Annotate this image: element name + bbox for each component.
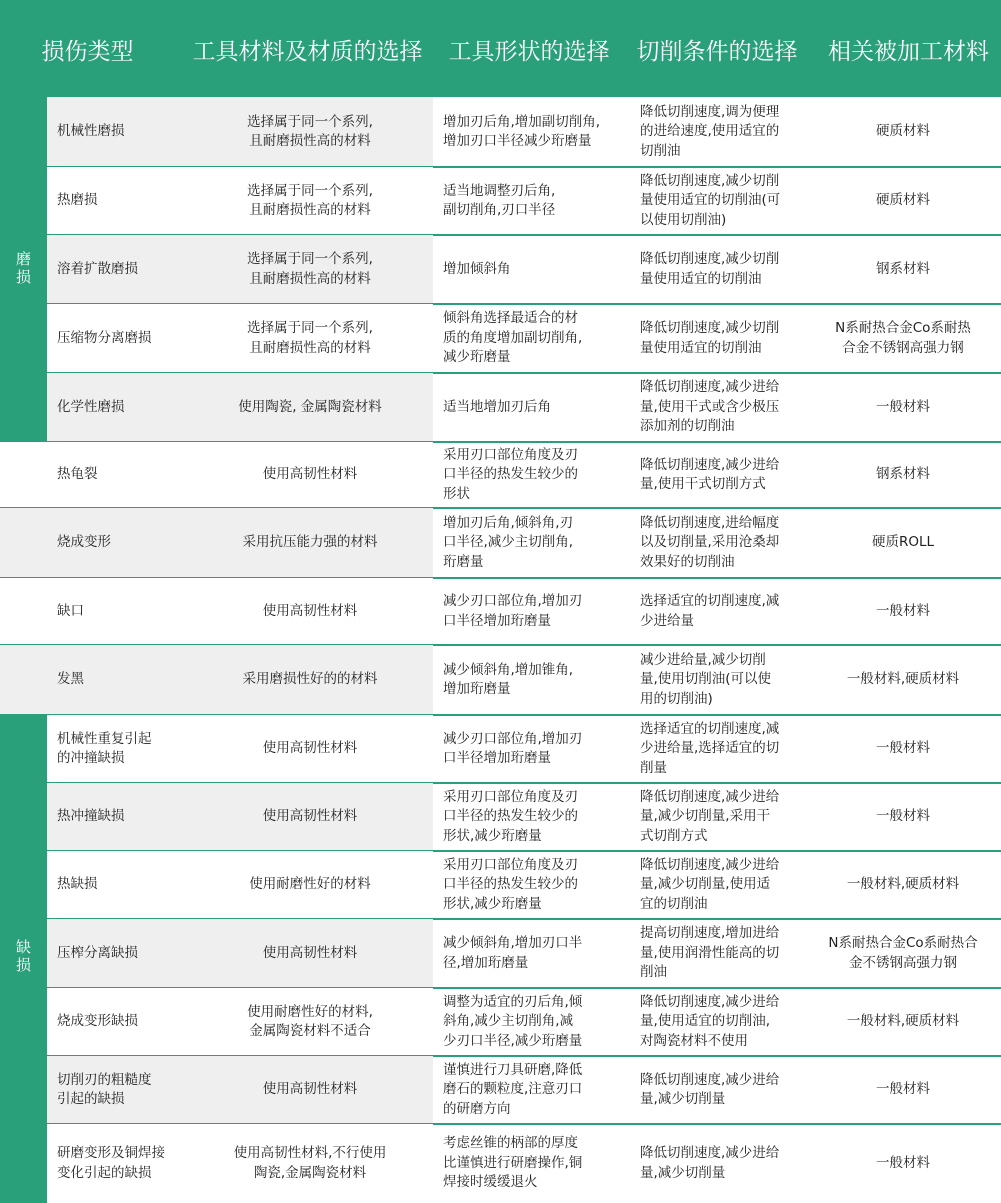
tool-shape-cell — [443, 373, 623, 442]
table-row — [0, 373, 1001, 442]
table-row — [0, 988, 1001, 1056]
cutting-condition-cell — [640, 304, 800, 373]
cutting-condition-cell — [640, 235, 800, 304]
workpiece-material-cell-text: 硬质材料 — [876, 123, 930, 140]
table-row — [0, 715, 1001, 783]
damage-type-cell-text: 热龟裂 — [57, 466, 98, 483]
cutting-condition-cell-text: 降低切削速度,减少切削 量使用适宜的切削油 — [640, 320, 780, 356]
workpiece-material-cell — [805, 851, 1001, 919]
workpiece-material-cell-text: 一般材料 — [876, 602, 930, 619]
damage-type-cell-text: 切削刃的粗糙度 引起的缺损 — [57, 1071, 152, 1107]
tool-shape-cell-text: 增加刃后角,增加副切削角, 增加刃口半径减少珩磨量 — [443, 113, 601, 149]
header-damage-type: 损伤类型 — [41, 39, 134, 65]
tool-material-cell — [187, 783, 433, 851]
header-tool-shape: 工具形状的选择 — [448, 39, 610, 65]
workpiece-material-cell — [805, 1124, 1001, 1203]
workpiece-material-cell — [805, 508, 1001, 578]
cutting-condition-cell-text: 降低切削速度,调为便理 的进给速度,使用适宜的 切削油 — [640, 103, 780, 159]
table-row — [0, 645, 1001, 715]
tool-shape-cell — [443, 304, 623, 373]
workpiece-material-cell — [805, 167, 1001, 235]
workpiece-material-cell-text: 一般材料 — [876, 808, 930, 825]
cutting-condition-cell — [640, 373, 800, 442]
damage-type-cell-text: 烧成变形缺损 — [57, 1013, 138, 1030]
table-row — [0, 1124, 1001, 1203]
workpiece-material-cell-text: N系耐热合金Co系耐热合 金不锈钢高强力钢 — [828, 935, 978, 971]
damage-type-cell — [47, 1056, 187, 1124]
tool-material-cell-text: 选择属于同一个系列, 且耐磨损性高的材料 — [247, 251, 373, 287]
damage-type-cell — [0, 645, 187, 715]
tool-material-cell-text: 使用高韧性材料 — [262, 740, 358, 757]
cutting-condition-cell — [640, 919, 800, 988]
cutting-condition-cell-text: 选择适宜的切削速度,减 少进给量 — [640, 593, 780, 629]
tool-material-cell-text: 使用耐磨性好的材料 — [249, 876, 371, 893]
tool-shape-cell — [443, 97, 623, 167]
table-row — [0, 235, 1001, 304]
header-workpiece-material: 相关被加工材料 — [828, 39, 989, 65]
table-row — [0, 851, 1001, 919]
workpiece-material-cell — [805, 715, 1001, 783]
workpiece-material-cell-text: 一般材料,硬质材料 — [846, 1013, 960, 1030]
damage-type-cell — [47, 97, 187, 167]
table-header — [0, 0, 1001, 97]
workpiece-material-cell — [805, 919, 1001, 988]
table-row — [0, 1056, 1001, 1124]
damage-type-cell-text: 机械性磨损 — [57, 123, 125, 140]
workpiece-material-cell — [805, 442, 1001, 508]
workpiece-material-cell-text: 硬质材料 — [876, 192, 930, 209]
damage-type-cell — [47, 167, 187, 235]
cutting-condition-cell-text: 选择适宜的切削速度,减 少进给量,选择适宜的切 削量 — [640, 720, 780, 776]
cutting-condition-cell-text: 降低切削速度,进给幅度 以及切削量,采用沧桑却 效果好的切削油 — [640, 514, 780, 570]
table-row — [0, 167, 1001, 235]
table-row — [0, 442, 1001, 508]
tool-material-cell-text: 使用陶瓷, 金属陶瓷材料 — [238, 398, 382, 415]
workpiece-material-cell — [805, 988, 1001, 1056]
tool-shape-cell — [443, 167, 623, 235]
cutting-condition-cell — [640, 645, 800, 715]
damage-type-cell — [0, 442, 187, 508]
tool-shape-cell — [443, 578, 623, 645]
tool-material-cell — [187, 988, 433, 1056]
tool-shape-cell — [443, 783, 623, 851]
workpiece-material-cell-text: N系耐热合金Co系耐热 合金不锈钢高强力钢 — [835, 320, 971, 356]
tool-shape-cell — [443, 715, 623, 783]
header-cutting-conditions: 切削条件的选择 — [636, 39, 798, 65]
damage-type-cell-text: 烧成变形 — [57, 534, 111, 551]
tool-material-cell — [187, 442, 433, 508]
cutting-condition-cell-text: 减少进给量,减少切削 量,使用切削油(可以使 用的切削油) — [640, 651, 772, 707]
cutting-condition-cell — [640, 783, 800, 851]
workpiece-material-cell — [805, 645, 1001, 715]
tool-shape-cell-text: 采用刃口部位角度及刃 口半径的热发生较少的 形状,减少珩磨量 — [443, 788, 578, 844]
tool-shape-cell-text: 增加倾斜角 — [443, 260, 511, 277]
table-row — [0, 578, 1001, 645]
tool-shape-cell-text: 减少刃口部位角,增加刃 口半径增加珩磨量 — [443, 593, 583, 629]
tool-material-cell — [187, 235, 433, 304]
damage-type-cell — [47, 235, 187, 304]
tool-material-cell — [187, 715, 433, 783]
damage-type-cell-text: 热冲撞缺损 — [57, 808, 125, 825]
damage-type-cell-text: 热缺损 — [57, 876, 98, 893]
damage-type-cell-text: 缺口 — [57, 602, 84, 619]
tool-shape-cell-text: 谨慎进行刀具研磨,降低 磨石的颗粒度,注意刃口 的研磨方向 — [443, 1061, 583, 1117]
tool-material-cell — [187, 304, 433, 373]
damage-type-cell — [0, 578, 187, 645]
tool-material-cell-text: 使用高韧性材料,不行使用 陶瓷,金属陶瓷材料 — [233, 1145, 387, 1181]
tool-shape-cell — [443, 919, 623, 988]
tool-material-cell — [187, 167, 433, 235]
damage-type-cell — [47, 373, 187, 442]
tool-material-cell — [187, 1056, 433, 1124]
header-tool-material: 工具材料及材质的选择 — [192, 39, 423, 65]
tool-material-cell-text: 采用抗压能力强的材料 — [242, 534, 378, 551]
tool-shape-cell — [443, 851, 623, 919]
tool-shape-cell — [443, 1056, 623, 1124]
cutting-condition-cell-text: 降低切削速度,减少切削 量使用适宜的切削油(可 以使用切削油) — [640, 172, 781, 228]
damage-type-cell — [47, 783, 187, 851]
tool-shape-cell-text: 增加刃后角,倾斜角,刃 口半径,减少主切削角, 珩磨量 — [443, 514, 574, 570]
damage-type-cell — [47, 715, 187, 783]
damage-type-cell-text: 机械性重复引起 的冲撞缺损 — [57, 730, 152, 766]
cutting-condition-cell-text: 降低切削速度,减少进给 量,减少切削量 — [640, 1145, 780, 1181]
cutting-condition-cell — [640, 1056, 800, 1124]
cutting-condition-cell — [640, 1124, 800, 1203]
damage-type-cell-text: 压榨分离缺损 — [57, 944, 138, 961]
workpiece-material-cell — [805, 373, 1001, 442]
cutting-condition-cell-text: 降低切削速度,减少进给 量,使用干式或含少极压 添加剂的切削油 — [640, 379, 780, 435]
workpiece-material-cell — [805, 783, 1001, 851]
cutting-condition-cell — [640, 578, 800, 645]
cutting-condition-cell — [640, 715, 800, 783]
cutting-condition-cell — [640, 167, 800, 235]
tool-material-cell — [187, 851, 433, 919]
cutting-condition-cell-text: 降低切削速度,减少切削 量使用适宜的切削油 — [640, 251, 780, 287]
workpiece-material-cell-text: 钢系材料 — [876, 466, 930, 483]
workpiece-material-cell-text: 一般材料 — [876, 1154, 930, 1171]
tool-shape-cell — [443, 1124, 623, 1203]
tool-material-cell — [187, 578, 433, 645]
workpiece-material-cell — [805, 97, 1001, 167]
table-row — [0, 508, 1001, 578]
tool-shape-cell-text: 采用刃口部位角度及刃 口半径的热发生较少的 形状,减少珩磨量 — [443, 856, 578, 912]
tool-material-cell-text: 使用高韧性材料 — [262, 944, 358, 961]
group-label-wear: 磨 损 — [15, 250, 31, 286]
tool-shape-cell — [443, 235, 623, 304]
tool-material-cell-text: 使用高韧性材料 — [262, 808, 358, 825]
cutting-condition-cell — [640, 988, 800, 1056]
tool-material-cell-text: 使用高韧性材料 — [262, 602, 358, 619]
tool-material-cell — [187, 1124, 433, 1203]
workpiece-material-cell-text: 一般材料,硬质材料 — [846, 876, 960, 893]
damage-type-cell — [47, 1124, 187, 1203]
cutting-condition-cell-text: 提高切削速度,增加进给 量,使用润滑性能高的切 削油 — [640, 925, 780, 981]
workpiece-material-cell — [805, 304, 1001, 373]
workpiece-material-cell-text: 一般材料,硬质材料 — [846, 671, 960, 688]
workpiece-material-cell-text: 一般材料 — [876, 1081, 930, 1098]
tool-material-cell — [187, 645, 433, 715]
tool-material-cell — [187, 919, 433, 988]
tool-material-cell-text: 选择属于同一个系列, 且耐磨损性高的材料 — [247, 113, 373, 149]
damage-type-cell-text: 发黑 — [57, 671, 84, 688]
table-row — [0, 919, 1001, 988]
group-label-chip: 缺 损 — [15, 938, 31, 974]
tool-shape-cell-text: 减少倾斜角,增加锥角, 增加珩磨量 — [443, 661, 574, 697]
tool-shape-cell-text: 适当地增加刃后角 — [443, 398, 551, 415]
tool-material-cell — [187, 508, 433, 578]
table-row — [0, 97, 1001, 167]
table-row — [0, 304, 1001, 373]
damage-type-cell — [47, 919, 187, 988]
tool-shape-cell-text: 减少刃口部位角,增加刃 口半径增加珩磨量 — [443, 730, 583, 766]
cutting-condition-cell-text: 降低切削速度,减少进给 量,减少切削量,使用适 宜的切削油 — [640, 856, 780, 912]
cutting-condition-cell — [640, 442, 800, 508]
damage-type-cell — [47, 851, 187, 919]
tool-shape-cell-text: 倾斜角选择最适合的材 质的角度增加副切削角, 减少珩磨量 — [443, 310, 583, 366]
tool-material-cell-text: 选择属于同一个系列, 且耐磨损性高的材料 — [247, 320, 373, 356]
damage-type-cell-text: 溶着扩散磨损 — [57, 260, 138, 277]
table-row — [0, 783, 1001, 851]
cutting-condition-cell — [640, 851, 800, 919]
workpiece-material-cell-text: 钢系材料 — [876, 260, 930, 277]
cutting-condition-cell — [640, 97, 800, 167]
damage-type-cell-text: 热磨损 — [57, 192, 98, 209]
workpiece-material-cell — [805, 235, 1001, 304]
tool-material-cell-text: 采用磨损性好的的材料 — [242, 671, 378, 688]
tool-shape-cell — [443, 645, 623, 715]
tool-material-cell-text: 选择属于同一个系列, 且耐磨损性高的材料 — [247, 182, 373, 218]
cutting-condition-cell-text: 降低切削速度,减少进给 量,使用适宜的切削油, 对陶瓷材料不使用 — [640, 993, 780, 1049]
workpiece-material-cell-text: 一般材料 — [876, 398, 930, 415]
damage-type-cell — [47, 304, 187, 373]
cutting-condition-cell — [640, 508, 800, 578]
damage-type-cell — [0, 508, 187, 578]
tool-material-cell-text: 使用高韧性材料 — [262, 1081, 358, 1098]
tool-shape-cell — [443, 442, 623, 508]
tool-material-cell-text: 使用耐磨性好的材料, 金属陶瓷材料不适合 — [247, 1003, 373, 1039]
damage-type-cell-text: 化学性磨损 — [57, 398, 125, 415]
cutting-condition-cell-text: 降低切削速度,减少进给 量,减少切削量 — [640, 1071, 780, 1107]
workpiece-material-cell-text: 硬质ROLL — [871, 534, 935, 551]
tool-shape-cell-text: 减少倾斜角,增加刃口半 径,增加珩磨量 — [443, 935, 583, 971]
tool-material-cell — [187, 373, 433, 442]
tool-shape-cell — [443, 508, 623, 578]
workpiece-material-cell — [805, 1056, 1001, 1124]
tool-shape-cell-text: 采用刃口部位角度及刃 口半径的热发生较少的 形状 — [443, 446, 578, 502]
cutting-condition-cell-text: 降低切削速度,减少进给 量,减少切削量,采用干 式切削方式 — [640, 788, 780, 844]
workpiece-material-cell — [805, 578, 1001, 645]
tool-shape-cell-text: 调整为适宜的刃后角,倾 斜角,减少主切削角,减 少刃口半径,减少珩磨量 — [443, 993, 583, 1049]
damage-type-cell-text: 研磨变形及铜焊接 变化引起的缺损 — [57, 1145, 165, 1181]
workpiece-material-cell-text: 一般材料 — [876, 740, 930, 757]
tool-shape-cell — [443, 988, 623, 1056]
cutting-condition-cell-text: 降低切削速度,减少进给 量,使用干式切削方式 — [640, 456, 780, 492]
tool-shape-cell-text: 考虑丝锥的柄部的厚度 比谨慎进行研磨操作,铜 焊接时缓缓退火 — [443, 1135, 583, 1191]
tool-material-cell — [187, 97, 433, 167]
tool-shape-cell-text: 适当地调整刃后角, 副切削角,刃口半径 — [443, 182, 556, 218]
tool-material-cell-text: 使用高韧性材料 — [262, 466, 358, 483]
damage-type-cell — [47, 988, 187, 1056]
damage-type-cell-text: 压缩物分离磨损 — [57, 329, 152, 346]
